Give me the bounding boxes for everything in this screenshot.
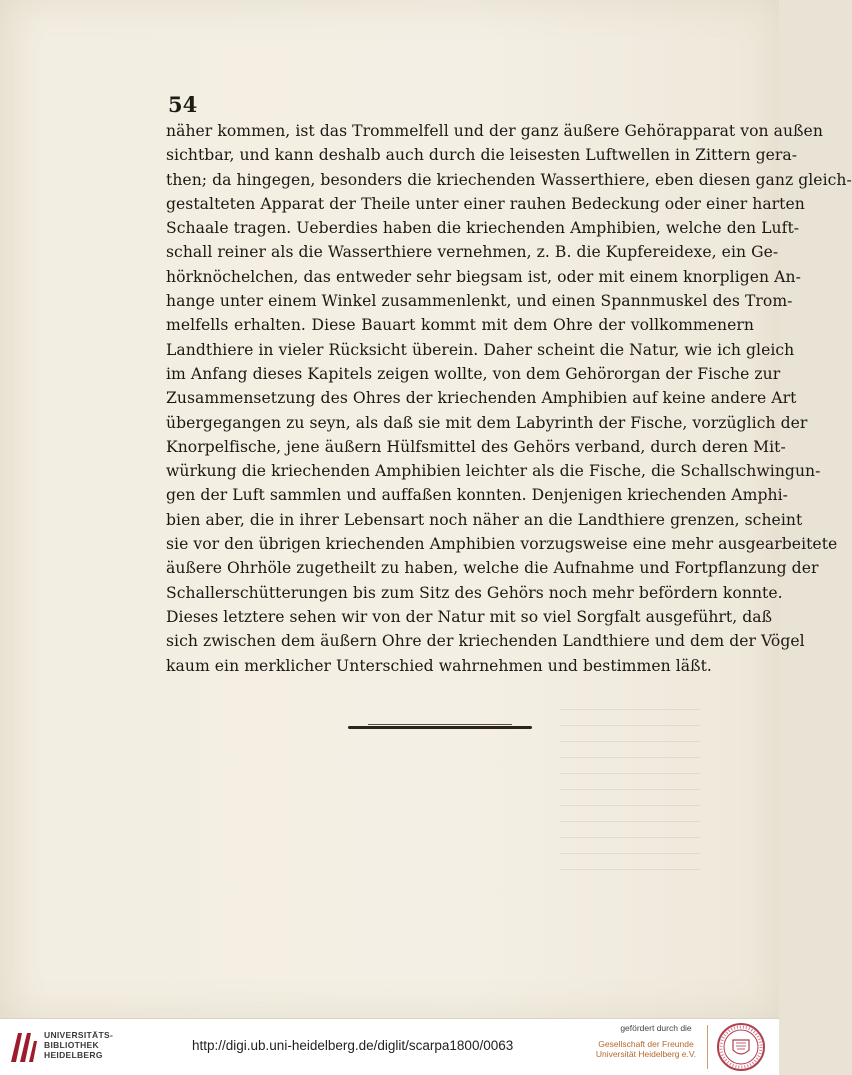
text-line: schall reiner als die Wasserthiere vernehmen, z. B. die Kupfereidexe, ein Ge- xyxy=(166,243,779,262)
footer-divider xyxy=(707,1025,708,1069)
text-line: gestalteten Apparat der Theile unter einer rauhen Bedeckung oder einer harten xyxy=(166,194,805,213)
library-name xyxy=(44,1030,113,1060)
library-name-line: HEIDELBERG xyxy=(44,1050,103,1060)
text-line: hörknöchelchen, das entweder sehr biegsam ist, oder mit einem knorpligen An- xyxy=(166,267,801,286)
university-seal-icon[interactable] xyxy=(716,1022,766,1072)
footer-bar xyxy=(0,1018,779,1075)
text-line: Dieses letztere sehen wir von der Natur mit so viel Sorgfalt ausgeführt, daß xyxy=(166,607,773,626)
sponsor-credit xyxy=(590,1023,702,1059)
text-line: gen der Luft sammlen und auffaßen konnten. Denjenigen kriechenden Amphi- xyxy=(166,486,788,505)
text-line: Schaale tragen. Ueberdies haben die kriechenden Amphibien, welche den Luft- xyxy=(166,219,800,238)
sponsor-prefix: gefördert durch die xyxy=(620,1023,692,1033)
text-line: sichtbar, und kann deshalb auch durch die leisesten Luftwellen in Zittern gera- xyxy=(166,146,798,165)
text-line: Zusammensetzung des Ohres der kriechenden Amphibien auf keine andere Art xyxy=(166,389,797,408)
text-line: im Anfang dieses Kapitels zeigen wollte, von dem Gehörorgan der Fische zur xyxy=(166,364,781,383)
text-line: näher kommen, ist das Trommelfell und der ganz äußere Gehörapparat von außen xyxy=(166,122,823,140)
text-line: then; da hingegen, besonders die kriechenden Wasserthiere, eben diesen ganz gleich- xyxy=(166,170,852,189)
text-line: würkung die kriechenden Amphibien leichter als die Fische, die Schallschwingun- xyxy=(166,462,821,481)
text-line: übergegangen zu seyn, als daß sie mit dem Labyrinth der Fische, vorzüglich der xyxy=(166,413,808,432)
text-line: Landthiere in vieler Rücksicht überein. Daher scheint die Natur, wie ich gleich xyxy=(166,340,795,359)
text-line: hange unter einem Winkel zusammenlenkt, und einen Spannmuskel des Trom- xyxy=(166,292,793,311)
section-divider-rule xyxy=(348,726,532,729)
bleed-through-text xyxy=(560,700,700,870)
library-name-line: UNIVERSITÄTS- xyxy=(44,1030,114,1040)
library-name-line: BIBLIOTHEK xyxy=(44,1040,99,1050)
library-logo-icon[interactable] xyxy=(8,1029,38,1065)
permalink-url[interactable]: http://digi.ub.uni-heidelberg.de/diglit/scarpa1800/0063 xyxy=(192,1038,514,1053)
sponsor-org-line: Universität Heidelberg e.V. xyxy=(595,1049,697,1059)
text-line: Knorpelfische, jene äußern Hülfsmittel des Gehörs verband, durch deren Mit- xyxy=(166,437,786,456)
text-line: sie vor den übrigen kriechenden Amphibien vorzugsweise eine mehr ausgearbeitete xyxy=(166,535,838,554)
page-number: 54 xyxy=(168,92,198,117)
sponsor-org-line: Gesellschaft der Freunde xyxy=(598,1039,694,1049)
text-line: Schallerschütterungen bis zum Sitz des Gehörs noch mehr befördern konnte. xyxy=(166,583,783,602)
text-line: sich zwischen dem äußern Ohre der kriechenden Landthiere und dem der Vögel xyxy=(166,632,805,651)
text-line: kaum ein merklicher Unterschied wahrnehmen und bestimmen läßt. xyxy=(166,656,712,675)
text-line: äußere Ohrhöle zugetheilt zu haben, welche die Aufnahme und Fortpflanzung der xyxy=(166,559,819,578)
text-line: bien aber, die in ihrer Lebensart noch näher an die Landthiere grenzen, scheint xyxy=(166,510,803,529)
body-text xyxy=(166,119,852,678)
text-line: melfells erhalten. Diese Bauart kommt mit dem Ohre der vollkommenern xyxy=(166,316,754,335)
